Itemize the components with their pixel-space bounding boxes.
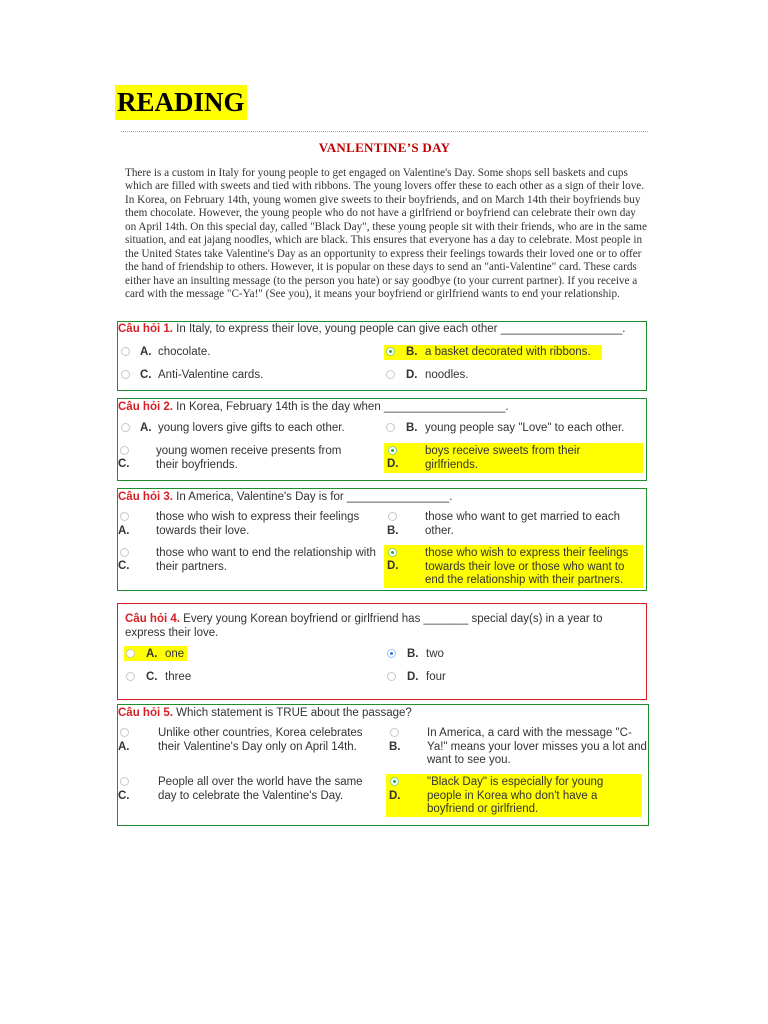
q3-option-d-text: those who wish to express their feelings towards their love or those who want to end the relationship with their partners. — [425, 547, 629, 586]
radio-icon[interactable] — [120, 728, 129, 737]
q5-option-b-letter: B. — [389, 741, 401, 753]
radio-icon[interactable] — [121, 423, 130, 432]
q2-option-d-text: boys receive sweets from their girlfriends. — [425, 445, 581, 471]
radio-icon[interactable] — [120, 548, 129, 557]
q2-option-a-letter: A. — [140, 422, 152, 434]
radio-icon[interactable] — [388, 512, 397, 521]
q1-option-a-text: chocolate. — [158, 346, 211, 358]
q5-option-a-letter: A. — [118, 741, 130, 753]
radio-icon[interactable] — [390, 728, 399, 737]
radio-icon[interactable] — [126, 672, 135, 681]
q1-option-b-letter: B. — [406, 346, 418, 358]
q4-option-a-letter: A. — [146, 648, 158, 660]
question-2-label: Câu hỏi 2. — [118, 401, 173, 413]
q4-option-d-text: four — [426, 671, 446, 683]
radio-icon[interactable] — [121, 347, 130, 356]
radio-icon[interactable] — [387, 672, 396, 681]
q4-option-b-text: two — [426, 648, 444, 660]
q5-option-a-text: Unlike other countries, Korea celebrates their Valentine's Day only on April 14th. — [158, 727, 363, 753]
q5-option-c-letter: C. — [118, 790, 130, 802]
question-4-label: Câu hỏi 4. — [125, 613, 180, 625]
question-5 — [117, 704, 649, 826]
question-3-text: In America, Valentine's Day is for ________________. — [176, 491, 453, 503]
q3-option-c-text: those who want to end the relationship with their partners. — [156, 547, 376, 573]
passage-title: VANLENTINE’S DAY — [318, 140, 451, 155]
question-2 — [117, 398, 647, 481]
question-1 — [117, 321, 647, 391]
radio-icon[interactable] — [120, 446, 129, 455]
q4-option-a-text: one — [165, 648, 185, 660]
question-2-text: In Korea, February 14th is the day when ___________________. — [176, 401, 509, 413]
q4-option-c-text: three — [165, 671, 192, 683]
q3-option-a-letter: A. — [118, 525, 130, 537]
radio-icon[interactable] — [120, 777, 129, 786]
question-4-stem — [125, 613, 630, 640]
q5-option-c-text: People all over the world have the same day to celebrate the Valentine's Day. — [158, 776, 363, 802]
q4-option-d-letter: D. — [407, 671, 419, 683]
dotted-divider — [121, 131, 648, 132]
question-3-stem — [118, 491, 638, 505]
q3-option-a-text: those who wish to express their feelings towards their love. — [156, 511, 360, 537]
q1-option-d-letter: D. — [406, 369, 418, 381]
question-1-stem — [118, 323, 638, 337]
q5-option-d-text: "Black Day" is especially for young people in Korea who don't have a boyfriend or girlfriend. — [427, 776, 604, 815]
radio-selected-icon[interactable] — [388, 548, 397, 557]
q1-option-a-letter: A. — [140, 346, 152, 358]
question-3 — [117, 488, 647, 591]
radio-selected-icon[interactable] — [386, 347, 395, 356]
q3-option-c-letter: C. — [118, 560, 130, 572]
q4-option-b-letter: B. — [407, 648, 419, 660]
radio-icon[interactable] — [386, 370, 395, 379]
question-5-label: Câu hỏi 5. — [118, 707, 173, 719]
question-4 — [117, 603, 647, 700]
q3-option-b-text: those who want to get married to each other. — [425, 511, 620, 537]
page-title: READING — [115, 85, 247, 120]
radio-icon[interactable] — [386, 423, 395, 432]
question-3-label: Câu hỏi 3. — [118, 491, 173, 503]
q5-option-b-text: In America, a card with the message "C-Ya!" means your lover misses you a lot and want to see you. — [427, 727, 647, 766]
question-1-label: Câu hỏi 1. — [118, 323, 173, 335]
radio-icon[interactable] — [121, 370, 130, 379]
question-5-text: Which statement is TRUE about the passage? — [176, 707, 412, 719]
q5-option-d-letter: D. — [389, 790, 401, 802]
radio-selected-icon[interactable] — [390, 777, 399, 786]
q3-option-b-letter: B. — [387, 525, 399, 537]
question-2-stem — [118, 401, 638, 415]
reading-passage: There is a custom in Italy for young people to get engaged on Valentine's Day. Some shops sell baskets and cups which are filled with sweets and tied with ribbons. The young lovers offer these to each other as a sign of their love. In Korea, on February 14th, young women give sweets to their boyfriends, and on March 14th their boyfriends buy them chocolate. However, the young people who do not have a girlfriend or boyfriend can celebrate their own day on April 14th. On this special day, called "Black Day", these young people sit with their friends, who are in the same situation, and eat jajang noodles, which are black. This ensures that everyone has a day to celebrate. Most people in the United States take Valentine's Day as an opportunity to express their feelings towards their loved one or to offer the hand of friendship to others. However, it is popular on these days to send an "anti-Valentine" card. These cards either have an insulting message (to the person you hate) or say goodbye (to your current partner). If you receive a card with the message "C-Ya!" (See you), it means your boyfriend or girlfriend wants to end your relationship. — [125, 167, 647, 301]
q2-option-b-letter: B. — [406, 422, 418, 434]
q1-option-d-text: noodles. — [425, 369, 469, 381]
radio-icon[interactable] — [126, 649, 135, 658]
q2-option-c-text: young women receive presents from their boyfriends. — [156, 445, 342, 471]
q2-option-d-letter: D. — [387, 458, 399, 470]
question-4-text: Every young Korean boyfriend or girlfriend has _______ special day(s) in a year to express their love. — [125, 613, 603, 639]
q1-option-c-text: Anti-Valentine cards. — [158, 369, 264, 381]
q2-option-a-text: young lovers give gifts to each other. — [158, 422, 345, 434]
radio-icon[interactable] — [120, 512, 129, 521]
q3-option-d-letter: D. — [387, 560, 399, 572]
radio-selected-icon[interactable] — [388, 446, 397, 455]
q4-option-c-letter: C. — [146, 671, 158, 683]
radio-selected-icon[interactable] — [387, 649, 396, 658]
q1-option-b-text: a basket decorated with ribbons. — [425, 346, 591, 358]
question-5-stem — [118, 707, 638, 721]
question-1-text: In Italy, to express their love, young people can give each other ___________________. — [176, 323, 626, 335]
q2-option-b-text: young people say "Love" to each other. — [425, 422, 625, 434]
q2-option-c-letter: C. — [118, 458, 130, 470]
q1-option-c-letter: C. — [140, 369, 152, 381]
